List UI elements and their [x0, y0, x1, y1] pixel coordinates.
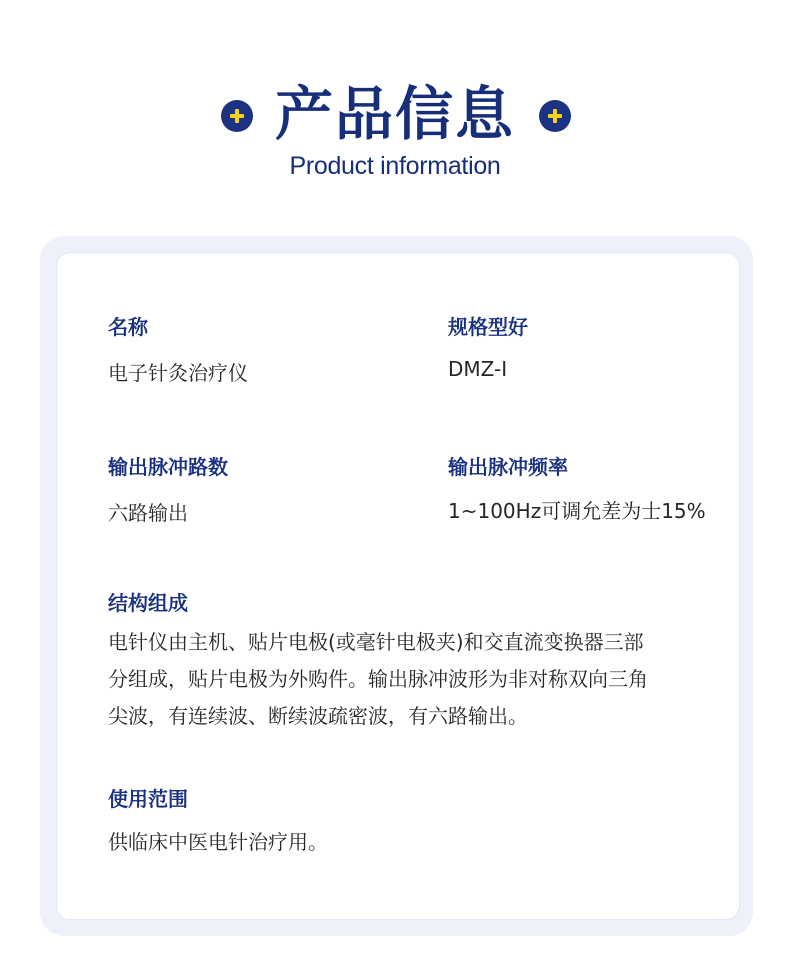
- name-value: 电子针灸治疗仪: [108, 361, 248, 385]
- section-header: [0, 78, 790, 158]
- structure-description: [108, 624, 728, 735]
- channels-label: 输出脉冲路数: [108, 455, 228, 479]
- page-subtitle: Product information: [289, 152, 501, 180]
- page-title: 产品信息: [274, 80, 515, 148]
- structure-line: 尖波，有连续波、断续波疏密波，有六路输出。: [108, 704, 528, 728]
- usage-label: 使用范围: [108, 787, 188, 811]
- structure-label: 结构组成: [108, 591, 188, 615]
- model-value: DMZ-I: [448, 357, 508, 381]
- name-label: 名称: [108, 315, 148, 339]
- structure-line: 电针仪由主机、贴片电极(或毫针电极夹)和交直流变换器三部: [108, 630, 644, 654]
- model-label: 规格型好: [448, 315, 528, 339]
- structure-line: 分组成，贴片电极为外购件。输出脉冲波形为非对称双向三角: [108, 667, 648, 691]
- usage-value: 供临床中医电针治疗用。: [108, 830, 328, 854]
- frequency-value: 1~100Hz可调允差为士15%: [448, 499, 706, 523]
- product-info-card: [56, 252, 740, 920]
- channels-value: 六路输出: [108, 501, 188, 525]
- plus-circle-icon: [539, 100, 571, 132]
- frequency-label: 输出脉冲频率: [448, 455, 568, 479]
